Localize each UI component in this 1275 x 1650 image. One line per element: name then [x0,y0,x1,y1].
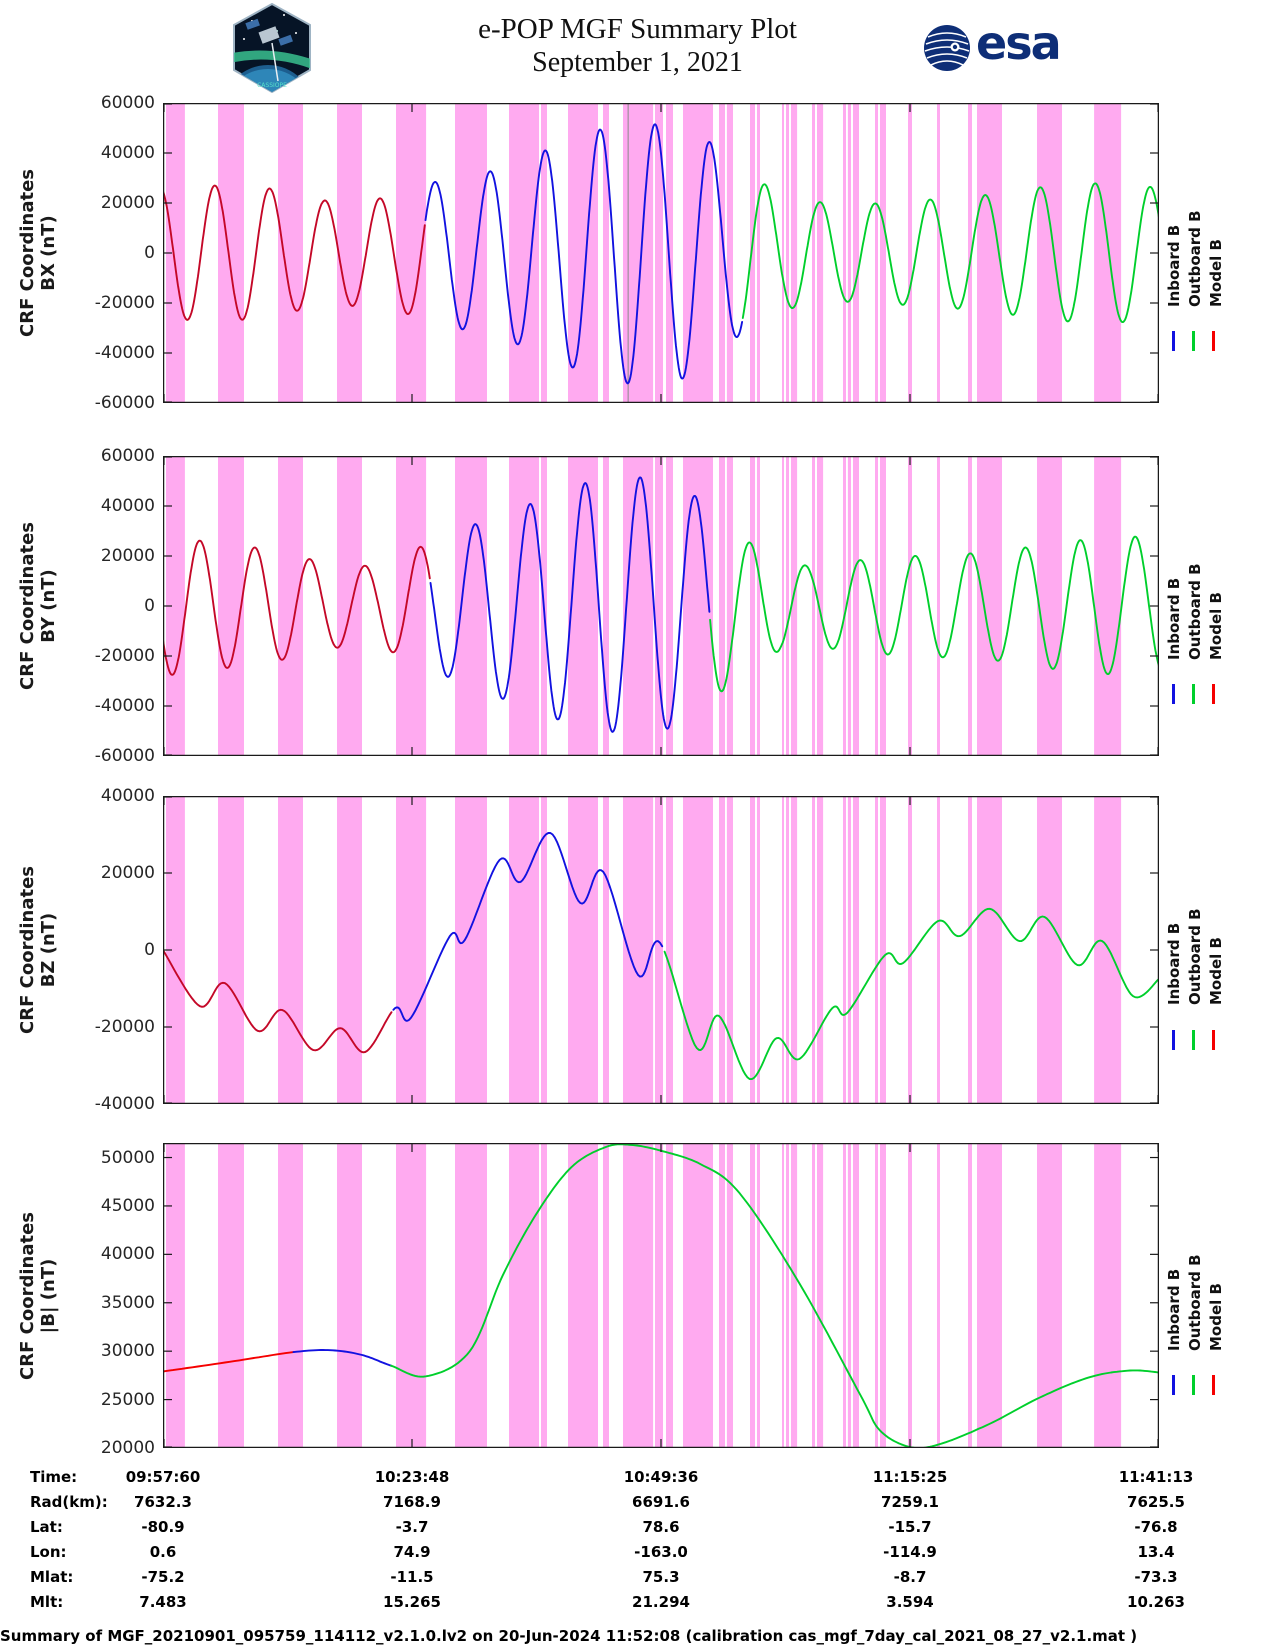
table-cell-value: 7.483 [139,1593,187,1611]
y-tick-label: 0 [144,243,155,263]
table-cell-value: 11:41:13 [1118,1468,1194,1486]
table-cell-value: 09:57:60 [125,1468,201,1486]
table-cell-value: 3.594 [886,1593,934,1611]
series-outboard [710,537,1159,692]
eclipse-shadow-band [1094,103,1121,403]
eclipse-shadow-band [278,1143,303,1448]
eclipse-shadow-band [791,1143,797,1448]
eclipse-shadow-band [337,796,362,1104]
eclipse-shadow-band [750,1143,755,1448]
eclipse-shadow-band [337,456,362,756]
table-row-label: Lon: [30,1543,67,1561]
eclipse-shadow-band [812,796,815,1104]
eclipse-shadow-band [791,103,797,403]
y-tick-label: 60000 [100,446,155,466]
eclipse-shadow-band [786,1143,789,1448]
eclipse-shadow-band [568,456,598,756]
legend-color-sample [1172,684,1175,704]
table-cell-value: -75.2 [141,1568,185,1586]
panel-2-plot [163,456,1159,756]
eclipse-shadow-band [843,103,846,403]
y-tick-label: 20000 [100,1438,155,1458]
eclipse-shadow-band [509,796,539,1104]
eclipse-shadow-band [853,456,859,756]
eclipse-shadow-band [977,1143,1002,1448]
eclipse-shadow-band [1037,456,1062,756]
legend-label: Inboard B [1165,922,1183,1005]
y-tick-label: 25000 [100,1390,155,1410]
eclipse-shadow-band [666,1143,673,1448]
table-cell-value: 10.263 [1127,1593,1185,1611]
panel-legend [1164,1180,1227,1351]
eclipse-shadow-band [1094,1143,1121,1448]
eclipse-shadow-band [727,456,733,756]
eclipse-shadow-band [337,1143,362,1448]
eclipse-shadow-band [166,1143,185,1448]
eclipse-shadow-band [1037,1143,1062,1448]
y-tick-label: -40000 [94,696,155,716]
legend-color-sample [1212,331,1215,351]
eclipse-shadow-band [880,456,886,756]
table-cell-value: 11:15:25 [872,1468,948,1486]
eclipse-shadow-band [455,103,487,403]
eclipse-shadow-band [880,103,886,403]
panel-3-plot [163,796,1159,1104]
table-cell-value: 0.6 [149,1543,177,1561]
y-tick-label: -60000 [94,746,155,766]
table-row-label: Lat: [30,1518,63,1536]
eclipse-shadow-band [937,796,940,1104]
legend-color-sample [1192,1375,1195,1395]
eclipse-shadow-band [757,796,760,1104]
eclipse-shadow-band [875,796,878,1104]
legend-label: Model B [1207,937,1225,1005]
eclipse-shadow-band [337,103,362,403]
y-tick-label: -20000 [94,293,155,313]
eclipse-shadow-band [541,103,547,403]
eclipse-shadow-band [568,103,598,403]
y-tick-label: 40000 [100,496,155,516]
panel-legend [1164,833,1227,1005]
eclipse-shadow-band [719,1143,725,1448]
y-axis-label [14,1143,62,1448]
eclipse-shadow-band [719,456,725,756]
eclipse-shadow-band [603,103,609,403]
table-cell-value: 10:23:48 [374,1468,450,1486]
table-row-label: Mlat: [30,1568,74,1586]
eclipse-shadow-band [908,1143,912,1448]
table-cell-value: 75.3 [642,1568,680,1586]
panel-4-plot [163,1143,1159,1448]
eclipse-shadow-band [623,456,653,756]
eclipse-shadow-band [727,103,733,403]
eclipse-shadow-band [666,796,673,1104]
eclipse-shadow-band [396,456,426,756]
table-cell-value: 7259.1 [881,1493,939,1511]
footer-note: Summary of MGF_20210901_095759_114112_v2.1.0.lv2 on 20-Jun-2024 11:52:08 (calibration cas_mgf_7day_cal_2021_08_27_v2.1.mat ) [0,1627,1138,1645]
table-cell-value: 7625.5 [1127,1493,1185,1511]
legend-label: Inboard B [1165,577,1183,660]
eclipse-shadow-band [623,1143,653,1448]
esa-globe-icon [922,23,972,73]
eclipse-shadow-band [1037,796,1062,1104]
eclipse-shadow-band [875,456,878,756]
legend-label: Model B [1207,592,1225,660]
y-tick-label: 45000 [100,1196,155,1216]
y-axis-label-text: CRF Coordinates BY (nT) [17,522,59,690]
eclipse-shadow-band [875,103,878,403]
eclipse-shadow-band [655,1143,663,1448]
eclipse-shadow-band [782,456,784,756]
eclipse-shadow-band [812,456,815,756]
y-tick-label: 20000 [100,863,155,883]
y-tick-label: -40000 [94,1094,155,1114]
table-cell-value: -8.7 [893,1568,927,1586]
legend-color-sample [1212,684,1215,704]
table-cell-value: -11.5 [390,1568,434,1586]
eclipse-shadow-band [655,796,663,1104]
eclipse-shadow-band [603,796,609,1104]
y-tick-label: 35000 [100,1293,155,1313]
table-cell-value: 6691.6 [632,1493,690,1511]
legend-color-sample [1172,331,1175,351]
table-cell-value: 7632.3 [134,1493,192,1511]
table-cell-value: -3.7 [395,1518,429,1536]
eclipse-shadow-band [880,796,886,1104]
table-cell-value: 10:49:36 [623,1468,699,1486]
eclipse-shadow-band [727,1143,733,1448]
legend-label: Inboard B [1165,1268,1183,1351]
y-tick-label: 50000 [100,1148,155,1168]
legend-color-sample [1192,1030,1195,1050]
mission-patch-caption: CASSIOPE [257,82,287,89]
plot-title-line2: September 1, 2021 [532,47,743,78]
eclipse-shadow-band [908,456,912,756]
eclipse-shadow-band [853,103,859,403]
eclipse-shadow-band [218,796,244,1104]
y-axis-label [14,103,62,403]
eclipse-shadow-band [853,796,859,1104]
legend-label: Model B [1207,1283,1225,1351]
eclipse-shadow-band [278,796,303,1104]
table-row-label: Time: [30,1468,78,1486]
y-axis-label [14,796,62,1104]
y-tick-label: -60000 [94,393,155,413]
eclipse-shadow-band [848,1143,851,1448]
eclipse-shadow-band [568,796,598,1104]
eclipse-shadow-band [853,1143,859,1448]
legend-label: Outboard B [1186,1254,1204,1351]
legend-label: Model B [1207,239,1225,307]
legend-color-sample [1192,331,1195,351]
y-axis-label-text: CRF Coordinates BX (nT) [17,169,59,337]
legend-color-sample [1192,684,1195,704]
eclipse-shadow-band [683,1143,713,1448]
y-tick-label: -20000 [94,1017,155,1037]
eclipse-shadow-band [812,103,815,403]
eclipse-shadow-band [880,1143,886,1448]
eclipse-shadow-band [968,796,972,1104]
legend-color-sample [1172,1375,1175,1395]
y-tick-label: 40000 [100,1244,155,1264]
eclipse-shadow-band [817,1143,823,1448]
eclipse-shadow-band [817,796,823,1104]
eclipse-shadow-band [396,796,426,1104]
legend-label: Outboard B [1186,210,1204,307]
eclipse-shadow-band [455,796,487,1104]
eclipse-shadow-band [782,1143,784,1448]
eclipse-shadow-band [1094,796,1121,1104]
eclipse-shadow-band [683,796,713,1104]
eclipse-shadow-band [509,103,539,403]
eclipse-shadow-band [908,103,912,403]
panel-1-plot [163,103,1159,403]
y-tick-label: -20000 [94,646,155,666]
y-axis-label-text: CRF Coordinates |B| (nT) [17,1211,59,1380]
eclipse-shadow-band [843,1143,846,1448]
panel-legend [1164,492,1227,660]
eclipse-shadow-band [757,456,760,756]
panel-legend [1164,139,1227,307]
table-cell-value: -80.9 [141,1518,185,1536]
eclipse-shadow-band [750,796,755,1104]
eclipse-shadow-band [509,1143,539,1448]
table-cell-value: 78.6 [642,1518,680,1536]
eclipse-shadow-band [848,796,851,1104]
y-tick-label: 30000 [100,1341,155,1361]
legend-color-sample [1172,1030,1175,1050]
eclipse-shadow-band [937,456,940,756]
eclipse-shadow-band [1037,103,1062,403]
y-tick-label: 40000 [100,143,155,163]
eclipse-shadow-band [848,103,851,403]
eclipse-shadow-band [218,1143,244,1448]
eclipse-shadow-band [541,796,547,1104]
eclipse-shadow-band [455,456,487,756]
table-cell-value: -15.7 [888,1518,932,1536]
eclipse-shadow-band [782,103,784,403]
table-cell-value: -76.8 [1134,1518,1178,1536]
eclipse-shadow-band [455,1143,487,1448]
eclipse-shadow-band [218,103,244,403]
eclipse-shadow-band [727,796,733,1104]
eclipse-shadow-band [757,1143,760,1448]
eclipse-shadow-band [908,796,912,1104]
y-tick-label: 20000 [100,546,155,566]
y-tick-label: 0 [144,596,155,616]
eclipse-shadow-band [786,796,789,1104]
eclipse-shadow-band [623,103,653,403]
eclipse-shadow-band [750,456,755,756]
y-tick-label: 20000 [100,193,155,213]
eclipse-shadow-band [812,1143,815,1448]
eclipse-shadow-band [1094,456,1121,756]
plot-title [0,12,1275,80]
y-tick-label: -40000 [94,343,155,363]
eclipse-shadow-band [655,103,663,403]
legend-label: Outboard B [1186,563,1204,660]
y-tick-label: 0 [144,940,155,960]
eclipse-shadow-band [603,1143,609,1448]
table-row-label: Rad(km): [30,1493,108,1511]
eclipse-shadow-band [977,796,1002,1104]
eclipse-shadow-band [977,456,1002,756]
y-tick-label: 60000 [100,93,155,113]
eclipse-shadow-band [937,103,940,403]
table-cell-value: 21.294 [632,1593,690,1611]
y-tick-label: 40000 [100,786,155,806]
legend-label: Outboard B [1186,908,1204,1005]
eclipse-shadow-band [782,796,784,1104]
eclipse-shadow-band [786,456,789,756]
eclipse-shadow-band [817,103,823,403]
eclipse-shadow-band [278,103,303,403]
eclipse-shadow-band [757,103,760,403]
y-axis-label-text: CRF Coordinates BZ (nT) [17,866,59,1034]
eclipse-shadow-band [875,1143,878,1448]
eclipse-shadow-band [396,1143,426,1448]
eclipse-shadow-band [968,456,972,756]
eclipse-shadow-band [568,1143,598,1448]
eclipse-shadow-band [843,796,846,1104]
table-row-label: Mlt: [30,1593,64,1611]
eclipse-shadow-band [541,1143,547,1448]
eclipse-shadow-band [848,456,851,756]
eclipse-shadow-band [968,1143,972,1448]
eclipse-shadow-band [719,796,725,1104]
table-cell-value: -73.3 [1134,1568,1178,1586]
eclipse-shadow-band [937,1143,940,1448]
legend-color-sample [1212,1030,1215,1050]
table-cell-value: 74.9 [393,1543,431,1561]
eclipse-shadow-band [218,456,244,756]
table-cell-value: 13.4 [1137,1543,1175,1561]
esa-logo [922,16,1060,74]
eclipse-shadow-band [786,103,789,403]
legend-label: Inboard B [1165,224,1183,307]
eclipse-shadow-band [278,456,303,756]
y-axis-label [14,456,62,756]
table-cell-value: 15.265 [383,1593,441,1611]
table-cell-value: -163.0 [634,1543,688,1561]
plot-title-line1: e-POP MGF Summary Plot [478,13,797,45]
eclipse-shadow-band [509,456,539,756]
table-cell-value: -114.9 [883,1543,937,1561]
table-cell-value: 7168.9 [383,1493,441,1511]
legend-color-sample [1212,1375,1215,1395]
esa-logo-wordmark: esa [976,16,1060,70]
